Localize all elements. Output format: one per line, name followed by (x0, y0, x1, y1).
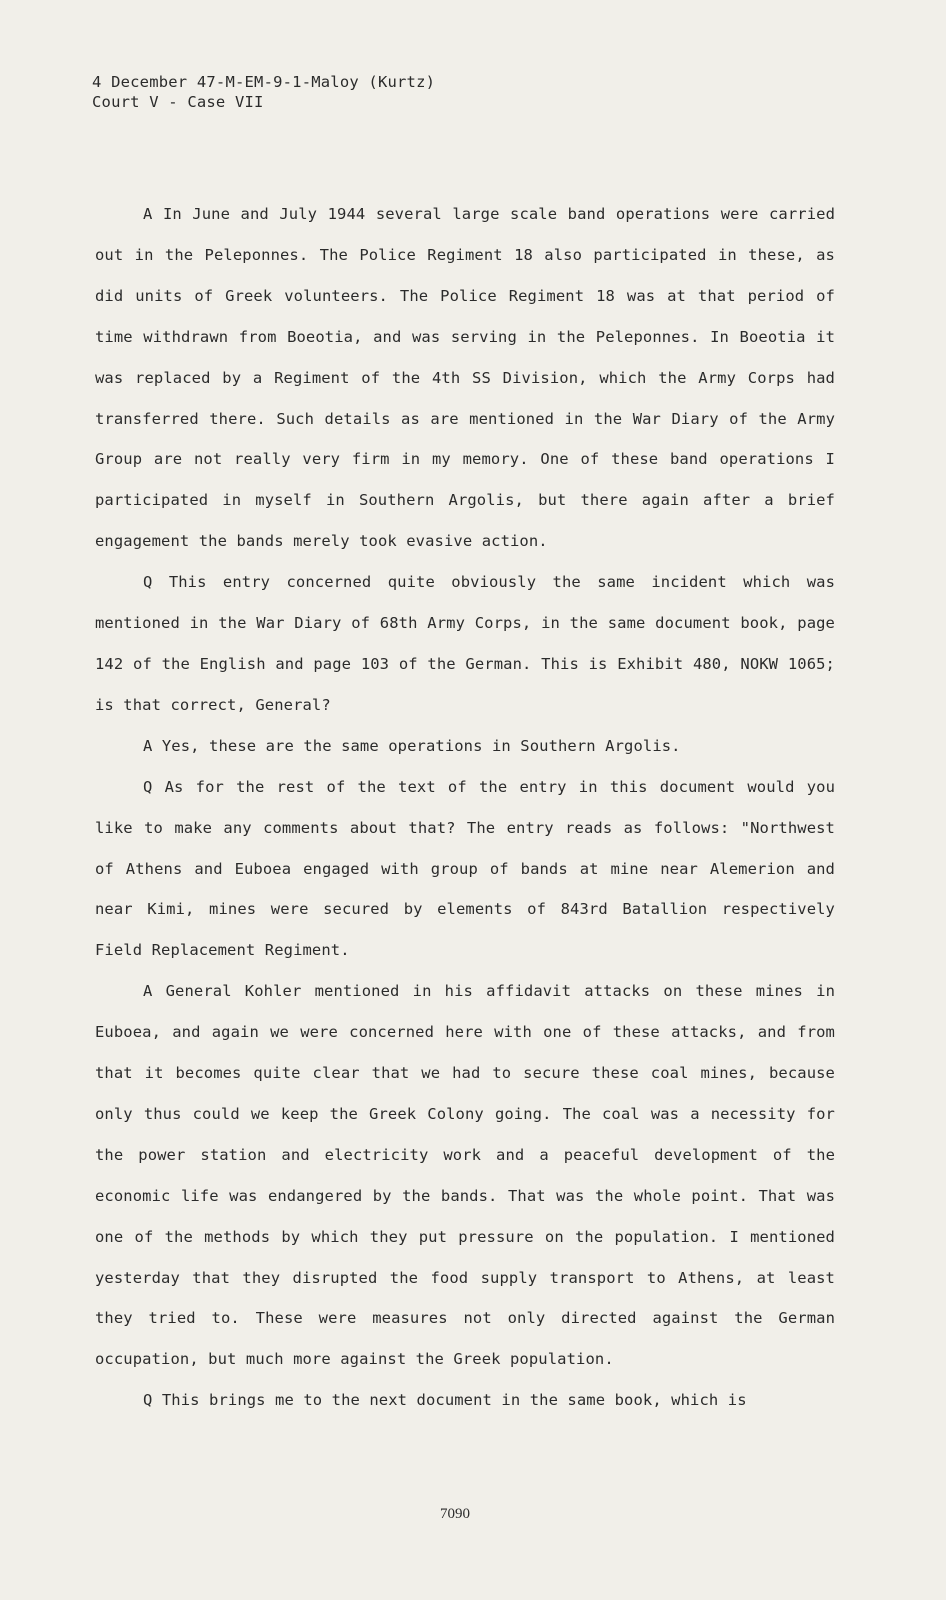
paragraph-answer-coal-mines: A General Kohler mentioned in his affidavit attacks on these mines in Euboea, and again we were concerned here with one of these attacks, and from that it becomes quite clear that we had to secure these coal mines, because only thus could we keep the Greek Colony going. The coal was a necessity for the power station and electricity work and a peaceful development of the economic life was endangered by the bands. That was the whole point. That was one of the methods by which they put pressure on the population. I mentioned yesterday that they disrupted the food supply transport to Athens, at least they tried to. These were measures not only directed against the German occupation, but much more against the Greek population. (95, 982, 835, 1369)
paragraph-question-next-document: Q This brings me to the next document in the same book, which is (143, 1391, 747, 1410)
page-number: 7090 (440, 1506, 470, 1522)
header-court-case: Court V - Case VII (92, 93, 264, 111)
header-date-reference: 4 December 47-M-EM-9-1-Maloy (Kurtz) (92, 73, 436, 91)
paragraph-question-war-diary: Q This entry concerned quite obviously the same incident which was mentioned in the War Diary of 68th Army Corps, in the same document book, page 142 of the English and page 103 of the German. This is Exhibit 480, NOKW 1065; is that correct, General? (95, 573, 835, 714)
document-header (92, 72, 435, 112)
transcript-body (95, 194, 835, 1421)
paragraph-answer-argolis: A Yes, these are the same operations in Southern Argolis. (143, 736, 681, 755)
paragraph-answer-operations: A In June and July 1944 several large scale band operations were carried out in the Peleponnes. The Police Regiment 18 also participated in these, as did units of Greek volunteers. The Police Regiment 18 was at that period of time withdrawn from Boeotia, and was serving in the Peleponnes. In Boeotia it was replaced by a Regiment of the 4th SS Division, which the Army Corps had transferred there. Such details as are mentioned in the War Diary of the Army Group are not really very firm in my memory. One of these band operations I participated in myself in Southern Argolis, but there again after a brief engagement the bands merely took evasive action. (95, 205, 835, 551)
paragraph-question-entry-text: Q As for the rest of the text of the entry in this document would you like to make any comments about that? The entry reads as follows: "Northwest of Athens and Euboea engaged with group of bands at mine near Alemerion and near Kimi, mines were secured by elements of 843rd Batallion respectively Field Replacement Regiment. (95, 777, 835, 960)
